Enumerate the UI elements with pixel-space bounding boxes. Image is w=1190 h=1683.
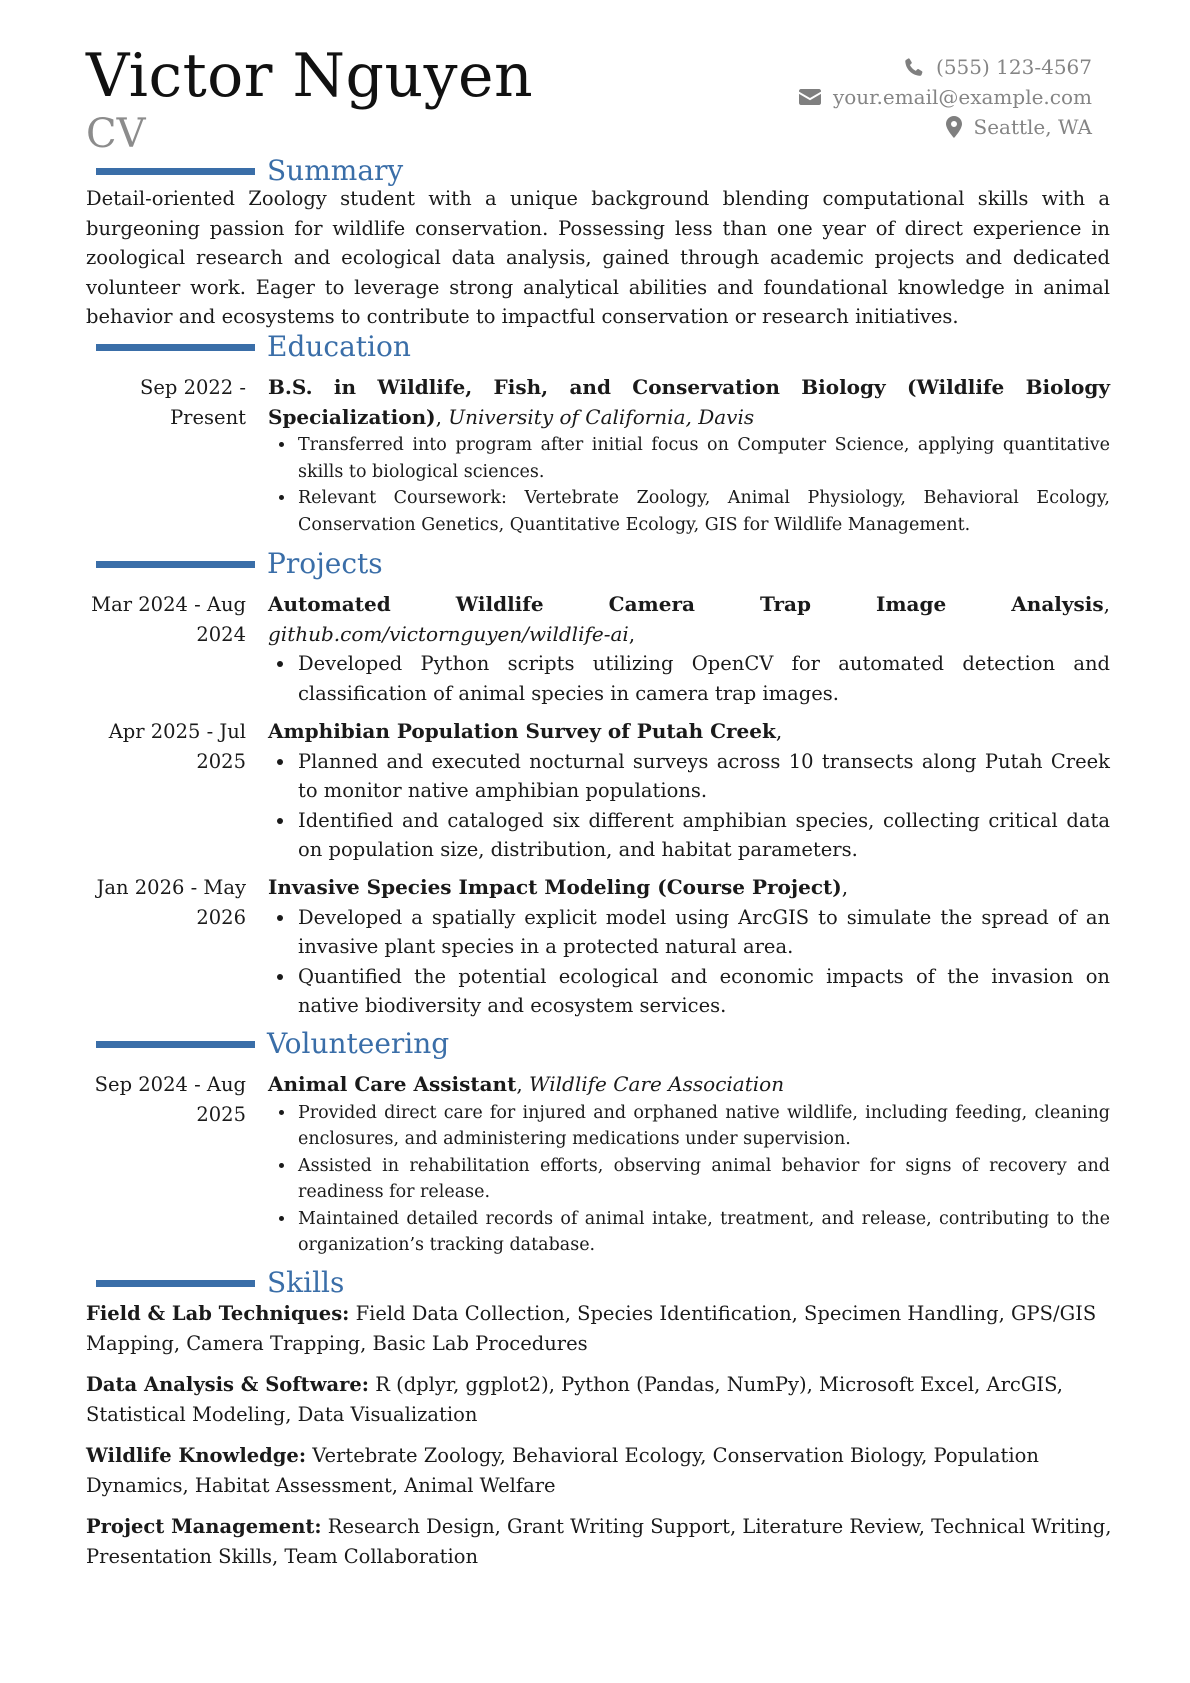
section-bar	[96, 1041, 255, 1048]
bullet-list	[268, 903, 1110, 1021]
section-title: Summary	[267, 154, 404, 187]
summary-text: Detail-oriented Zoology student with a unique background blending computational skills with a burgeoning passion for wildlife conservation. Possessing less than one year of direct experience in zoological research and ecological data analysis, gained through academic projects and dedicated volunteer work. Eager to leverage strong analytical abilities and foundational knowledge in animal behavior and ecosystems to contribute to impactful conservation or research initiatives.	[86, 187, 1110, 328]
skill-group	[86, 1299, 1116, 1358]
list-item: • Quantified the potential ecological and economic impacts of the invasion on native biodiversity and ecosystem services.	[296, 962, 1110, 1021]
skill-group	[86, 1370, 1116, 1429]
institution: University of California, Davis	[448, 404, 755, 429]
bullet-list	[268, 432, 1110, 538]
phone-text[interactable]: (555) 123-4567	[936, 55, 1092, 79]
location-row	[799, 112, 1092, 142]
list-item: • Maintained detailed records of animal intake, treatment, and release, contributing to the organization’s tracking database.	[296, 1206, 1110, 1259]
bullet-list	[268, 747, 1110, 865]
project-name: Automated Wildlife Camera Trap Image Analysis	[268, 592, 1104, 616]
section-bar	[96, 1280, 255, 1287]
role: Animal Care Assistant	[268, 1072, 517, 1096]
skills-heading	[96, 1266, 344, 1300]
entry-title: B.S. in Wildlife, Fish, and Conservation Biology (Wildlife Biology Specialization), University of California, Davis	[268, 375, 1110, 429]
entry-date: Sep 2024 - Aug 2025	[94, 1073, 246, 1126]
organization: Wildlife Care Association	[529, 1072, 785, 1096]
entry-title: Automated Wildlife Camera Trap Image Analysis, github.com/victornguyen/wildlife-ai,	[268, 592, 1110, 646]
section-bar	[96, 561, 255, 568]
skill-group	[86, 1441, 1116, 1500]
list-item: • Planned and executed nocturnal surveys across 10 transects along Putah Creek to monitor native amphibian populations.	[296, 747, 1110, 806]
map-pin-icon	[946, 116, 962, 138]
phone-icon	[904, 57, 924, 77]
entry-body	[268, 717, 1110, 865]
section-title: Volunteering	[267, 1027, 450, 1060]
skill-label: Data Analysis & Software:	[86, 1373, 369, 1396]
section-bar	[96, 344, 255, 351]
bullet-list	[268, 1100, 1110, 1259]
skill-items: Field Data Collection, Species Identification, Specimen Handling, GPS/GIS Mapping, Camera Trapping, Basic Lab Procedures	[86, 1302, 1097, 1355]
skill-label: Wildlife Knowledge:	[86, 1444, 307, 1467]
entry-body	[268, 590, 1110, 708]
phone-row	[799, 52, 1092, 82]
project-name: Amphibian Population Survey of Putah Creek	[268, 719, 776, 743]
degree: B.S. in Wildlife, Fish, and Conservation Biology (Wildlife Biology Specialization)	[268, 375, 1110, 429]
entry-date: Sep 2022 - Present	[140, 376, 246, 429]
entry-body	[268, 873, 1110, 1021]
summary-heading	[96, 154, 403, 188]
email-row	[799, 82, 1092, 112]
document-subtitle: CV	[86, 111, 146, 157]
list-item: • Transferred into program after initial focus on Computer Science, applying quantitative skills to biological sciences.	[296, 432, 1110, 485]
bullet-list	[268, 649, 1110, 708]
section-bar	[96, 168, 255, 175]
project-name: Invasive Species Impact Modeling (Course Project)	[268, 875, 842, 899]
list-item: • Relevant Coursework: Vertebrate Zoology, Animal Physiology, Behavioral Ecology, Conservation Genetics, Quantitative Ecology, GIS for Wildlife Management.	[296, 485, 1110, 538]
skill-items: Research Design, Grant Writing Support, Literature Review, Technical Writing, Presentation Skills, Team Collaboration	[86, 1515, 1112, 1568]
skill-items: R (dplyr, ggplot2), Python (Pandas, NumPy), Microsoft Excel, ArcGIS, Statistical Modeling, Data Visualization	[86, 1373, 1063, 1426]
section-title: Skills	[267, 1266, 345, 1299]
section-title: Projects	[267, 547, 383, 580]
location-text: Seattle, WA	[973, 115, 1092, 139]
envelope-icon	[799, 89, 821, 105]
list-item: • Developed a spatially explicit model using ArcGIS to simulate the spread of an invasive plant species in a protected natural area.	[296, 903, 1110, 962]
skill-items: Vertebrate Zoology, Behavioral Ecology, Conservation Biology, Population Dynamics, Habitat Assessment, Animal Welfare	[86, 1444, 1039, 1497]
entry-date: Mar 2024 - Aug 2024	[91, 593, 246, 646]
list-item: • Developed Python scripts utilizing OpenCV for automated detection and classification of animal species in camera trap images.	[296, 649, 1110, 708]
entry-date: Jan 2026 - May 2026	[96, 876, 246, 929]
email-link[interactable]: your.email@example.com	[832, 85, 1092, 109]
entry-date: Apr 2025 - Jul 2025	[108, 720, 246, 773]
projects-heading	[96, 547, 383, 581]
entry-title: Animal Care Assistant, Wildlife Care Association	[268, 1072, 785, 1096]
entry-body	[268, 1070, 1110, 1259]
project-link[interactable]: github.com/victornguyen/wildlife-ai	[268, 621, 629, 646]
list-item: • Assisted in rehabilitation efforts, observing animal behavior for signs of recovery and readiness for release.	[296, 1153, 1110, 1206]
volunteering-heading	[96, 1027, 449, 1061]
education-heading	[96, 330, 411, 364]
list-item: • Provided direct care for injured and orphaned native wildlife, including feeding, cleaning enclosures, and administering medications under supervision.	[296, 1100, 1110, 1153]
entry-title: Amphibian Population Survey of Putah Creek,	[268, 719, 783, 743]
skill-group	[86, 1512, 1116, 1571]
entry-body	[268, 373, 1110, 538]
contact-block	[799, 52, 1092, 142]
candidate-name: Victor Nguyen	[86, 41, 534, 111]
skills-list	[86, 1299, 1116, 1583]
skill-label: Project Management:	[86, 1515, 322, 1538]
section-title: Education	[267, 330, 411, 363]
list-item: • Identified and cataloged six different amphibian species, collecting critical data on population size, distribution, and habitat parameters.	[296, 806, 1110, 865]
skill-label: Field & Lab Techniques:	[86, 1302, 350, 1325]
entry-title: Invasive Species Impact Modeling (Course Project),	[268, 875, 849, 899]
